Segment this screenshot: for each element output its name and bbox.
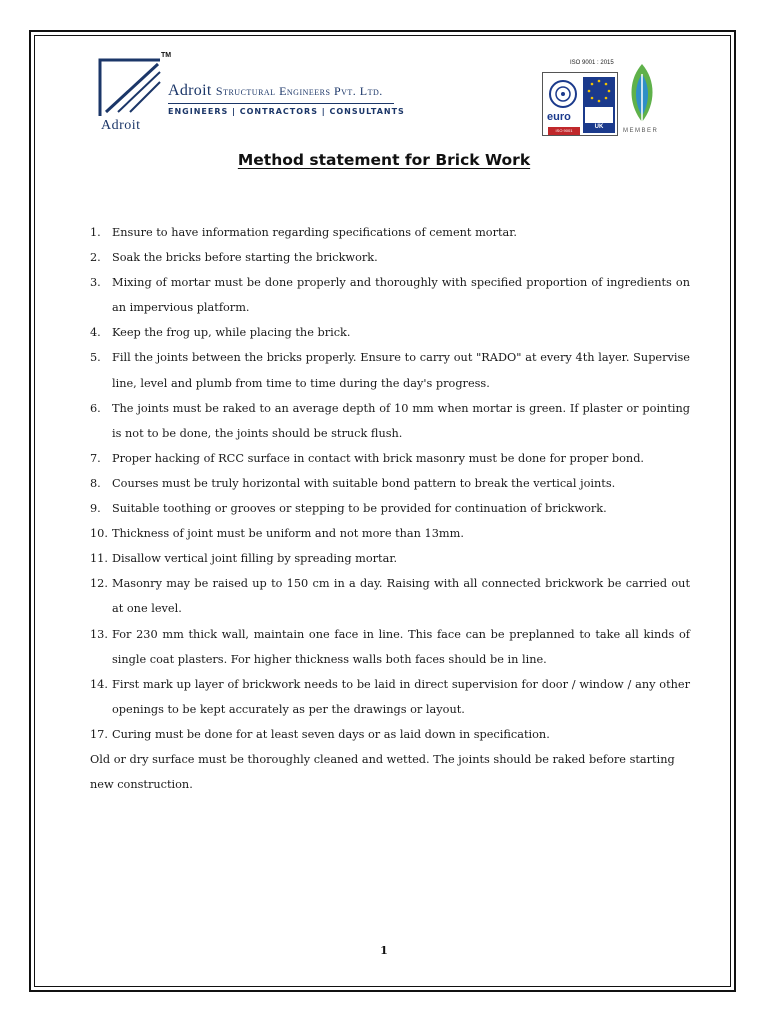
- item-text: Disallow vertical joint filling by spreading mortar.: [111, 552, 398, 566]
- list-item: [90, 320, 690, 345]
- list-item: [90, 245, 690, 270]
- item-number: 8.: [90, 476, 101, 490]
- leaf-icon: [622, 60, 662, 128]
- eu-stars-icon: [583, 77, 615, 105]
- page-number: 1: [380, 944, 388, 957]
- item-text: Ensure to have information regarding specifications of cement mortar.: [112, 226, 518, 239]
- item-text: Courses must be truly horizontal with suitable bond pattern to break the vertical joints.: [112, 476, 616, 490]
- item-number: 1.: [90, 226, 101, 239]
- iso-badge: ISO 9001: [548, 127, 580, 135]
- euro-globe-icon: [545, 77, 581, 111]
- item-text: Thickness of joint must be uniform and not more than 13mm.: [111, 527, 464, 541]
- iso-certification-label: ISO 9001 : 2015: [570, 60, 614, 66]
- item-text: Proper hacking of RCC surface in contact with brick masonry must be done for proper bond.: [112, 451, 645, 465]
- item-text: First mark up layer of brickwork needs to be laid in direct supervision for door / window / any other openings to be kept accurately as per the drawings or layout.: [112, 677, 690, 716]
- company-logo-icon: [98, 58, 164, 118]
- company-name-primary: Adroit: [168, 82, 212, 99]
- item-number: 2.: [90, 251, 101, 265]
- list-item: [90, 396, 690, 446]
- document-title-text: Method statement for Brick Work: [237, 151, 531, 169]
- company-name-suffix: Structural Engineers Pvt. Ltd.: [215, 84, 383, 98]
- item-number: 7.: [90, 451, 101, 465]
- item-number: 14.: [90, 677, 108, 691]
- list-item: [90, 270, 690, 320]
- list-item: [90, 345, 690, 395]
- item-text: The joints must be raked to an average depth of 10 mm when mortar is green. If plaster or pointing is not to be done, the joints should be struck flush.: [112, 401, 690, 440]
- item-number: 10.: [90, 527, 108, 541]
- list-item: [90, 722, 690, 747]
- item-text: Suitable toothing or grooves or stepping to be provided for continuation of brickwork.: [112, 502, 607, 516]
- list-item: [90, 220, 690, 245]
- green-building-council-logo: [622, 60, 662, 136]
- ukas-crest-icon: [585, 107, 613, 123]
- item-number: 17.: [90, 727, 108, 741]
- item-number: 4.: [90, 326, 101, 340]
- document-title: [0, 151, 768, 169]
- item-number: 13.: [90, 627, 108, 641]
- item-number: 3.: [90, 276, 101, 290]
- item-text: Keep the frog up, while placing the brick.: [112, 326, 351, 340]
- list-item: [90, 521, 690, 546]
- item-number: 9.: [90, 502, 101, 516]
- ukas-label: UK: [594, 124, 604, 130]
- method-statement-list: [90, 220, 690, 797]
- trademark-mark: TM: [161, 52, 172, 59]
- closing-paragraph: Old or dry surface must be thoroughly cleaned and wetted. The joints should be raked before starting new construction.: [90, 752, 675, 792]
- item-number: 12.: [90, 577, 108, 591]
- ukas-accreditation-logo: [583, 77, 615, 133]
- euro-cert-logo: [545, 77, 581, 131]
- item-text: Curing must be done for at least seven days or as laid down in specification.: [111, 727, 550, 741]
- list-item: [90, 446, 690, 471]
- euro-word: euro: [547, 111, 571, 123]
- company-name-divider: [168, 103, 394, 104]
- item-number: 11.: [90, 552, 108, 566]
- item-number: 5.: [90, 351, 101, 365]
- item-text: Fill the joints between the bricks properly. Ensure to carry out "RADO" at every 4th layer. Supervise line, level and plumb from time to time during the day's progress.: [112, 351, 690, 390]
- company-name: [168, 82, 383, 100]
- list-item: [90, 571, 690, 621]
- list-item: [90, 471, 690, 496]
- item-text: Soak the bricks before starting the brickwork.: [112, 251, 378, 265]
- item-text: For 230 mm thick wall, maintain one face in line. This face can be preplanned to take all kinds of single coat plasters. For higher thickness walls both faces should be in line.: [112, 627, 690, 666]
- item-number: 6.: [90, 401, 101, 415]
- list-item: [90, 672, 690, 722]
- list-item: [90, 496, 690, 521]
- item-text: Mixing of mortar must be done properly and thoroughly with specified proportion of ingredients on an impervious platform.: [112, 276, 690, 315]
- certification-badge: [542, 72, 618, 136]
- member-label: MEMBER: [623, 128, 659, 134]
- list-item: [90, 622, 690, 672]
- list-item: [90, 546, 690, 571]
- logo-wordmark: Adroit: [101, 118, 141, 133]
- company-tagline: ENGINEERS | CONTRACTORS | CONSULTANTS: [168, 107, 405, 116]
- item-text: Masonry may be raised up to 150 cm in a day. Raising with all connected brickwork be carried out at one level.: [112, 577, 690, 616]
